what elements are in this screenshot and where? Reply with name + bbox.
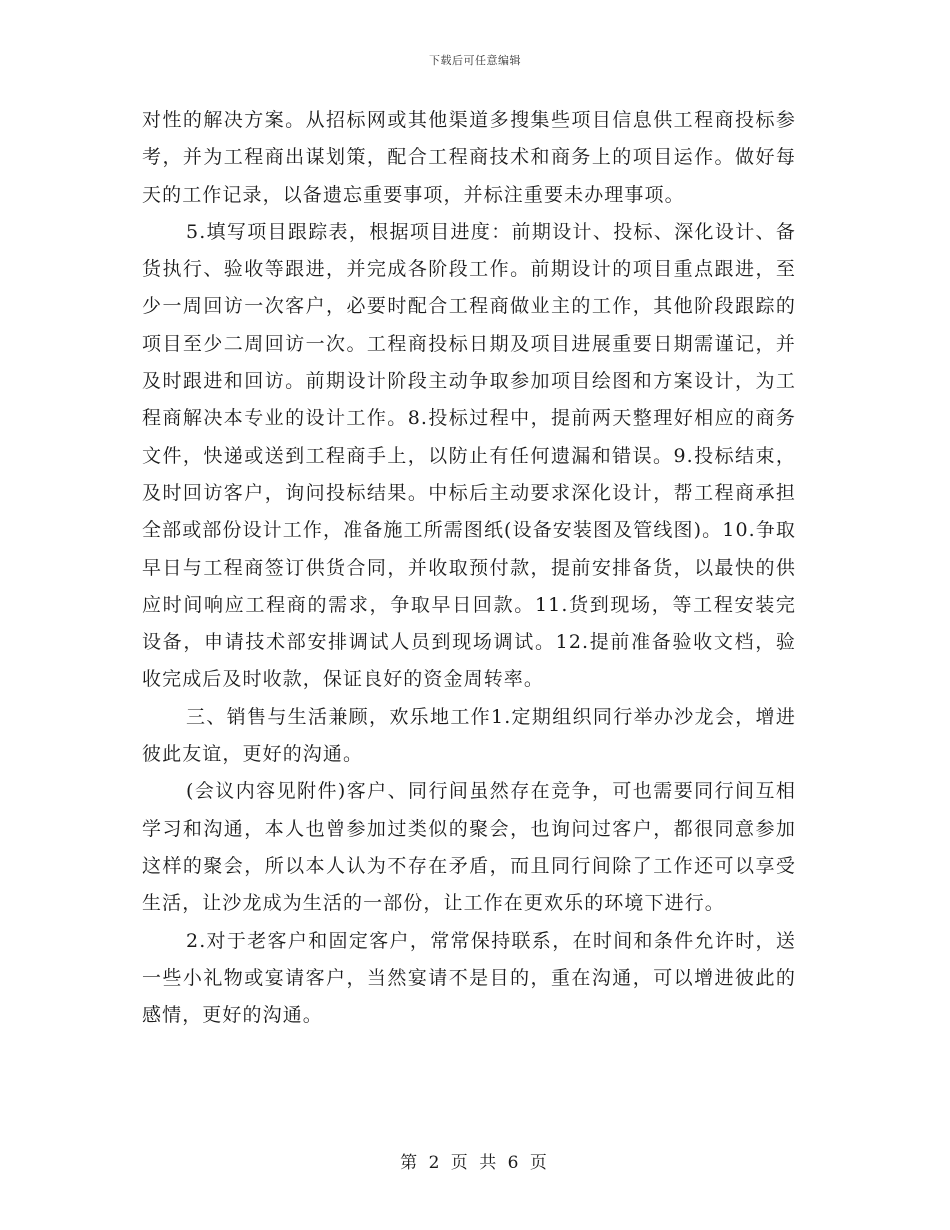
- paragraph-meeting-note: (会议内容见附件)客户、同行间虽然存在竞争，可也需要同行间互相学习和沟通，本人也曾参加过类似的聚会，也询问过客户，都很同意参加这样的聚会，所以本人认为不存在矛盾，而且同行间除了工作还可以享受生活，让沙龙成为生活的一部份，让工作在更欢乐的环境下进行。: [142, 780, 796, 915]
- paragraph-section-3: 三、销售与生活兼顾，欢乐地工作1.定期组织同行举办沙龙会，增进彼此友谊，更好的沟通。: [142, 705, 796, 766]
- paragraph-continuation: 对性的解决方案。从招标网或其他渠道多搜集些项目信息供工程商投标参考，并为工程商出谋划策，配合工程商技术和商务上的项目运作。做好每天的工作记录，以备遗忘重要事项，并标注重要未办理事项。: [142, 109, 796, 206]
- paragraph-item-2: 2.对于老客户和固定客户，常常保持联系，在时间和条件允许时，送一些小礼物或宴请客户，当然宴请不是目的，重在沟通，可以增进彼此的感情，更好的沟通。: [142, 929, 796, 1027]
- page-number: 第 2 页 共 6 页: [400, 1153, 550, 1173]
- page-header: 下载后可任意编辑: [429, 54, 521, 67]
- paragraph-item-5: 5.填写项目跟踪表，根据项目进度：前期设计、投标、深化设计、备货执行、验收等跟进，并完成各阶段工作。前期设计的项目重点跟进，至少一周回访一次客户，必要时配合工程商做业主的工作，其他阶段跟踪的项目至少二周回访一次。工程商投标日期及项目进展重要日期需谨记，并及时跟进和回访。前期设计阶段主动争取参加项目绘图和方案设计，为工程商解决本专业的设计工作。8.投标过程中，提前两天整理好相应的商务文件，快递或送到工程商手上，以防止有任何遗漏和错误。9.投标结束，及时回访客户，询问投标结果。中标后主动要求深化设计，帮工程商承担全部或部份设计工作，准备施工所需图纸(设备安装图及管线图)。10.争取早日与工程商签订供货合同，并收取预付款，提前安排备货，以最快的供应时间响应工程商的需求，争取早日回款。11.货到现场，等工程安装完设备，申请技术部安排调试人员到现场调试。12.提前准备验收文档，验收完成后及时收款，保证良好的资金周转率。: [142, 220, 796, 691]
- document-body: [142, 102, 796, 1034]
